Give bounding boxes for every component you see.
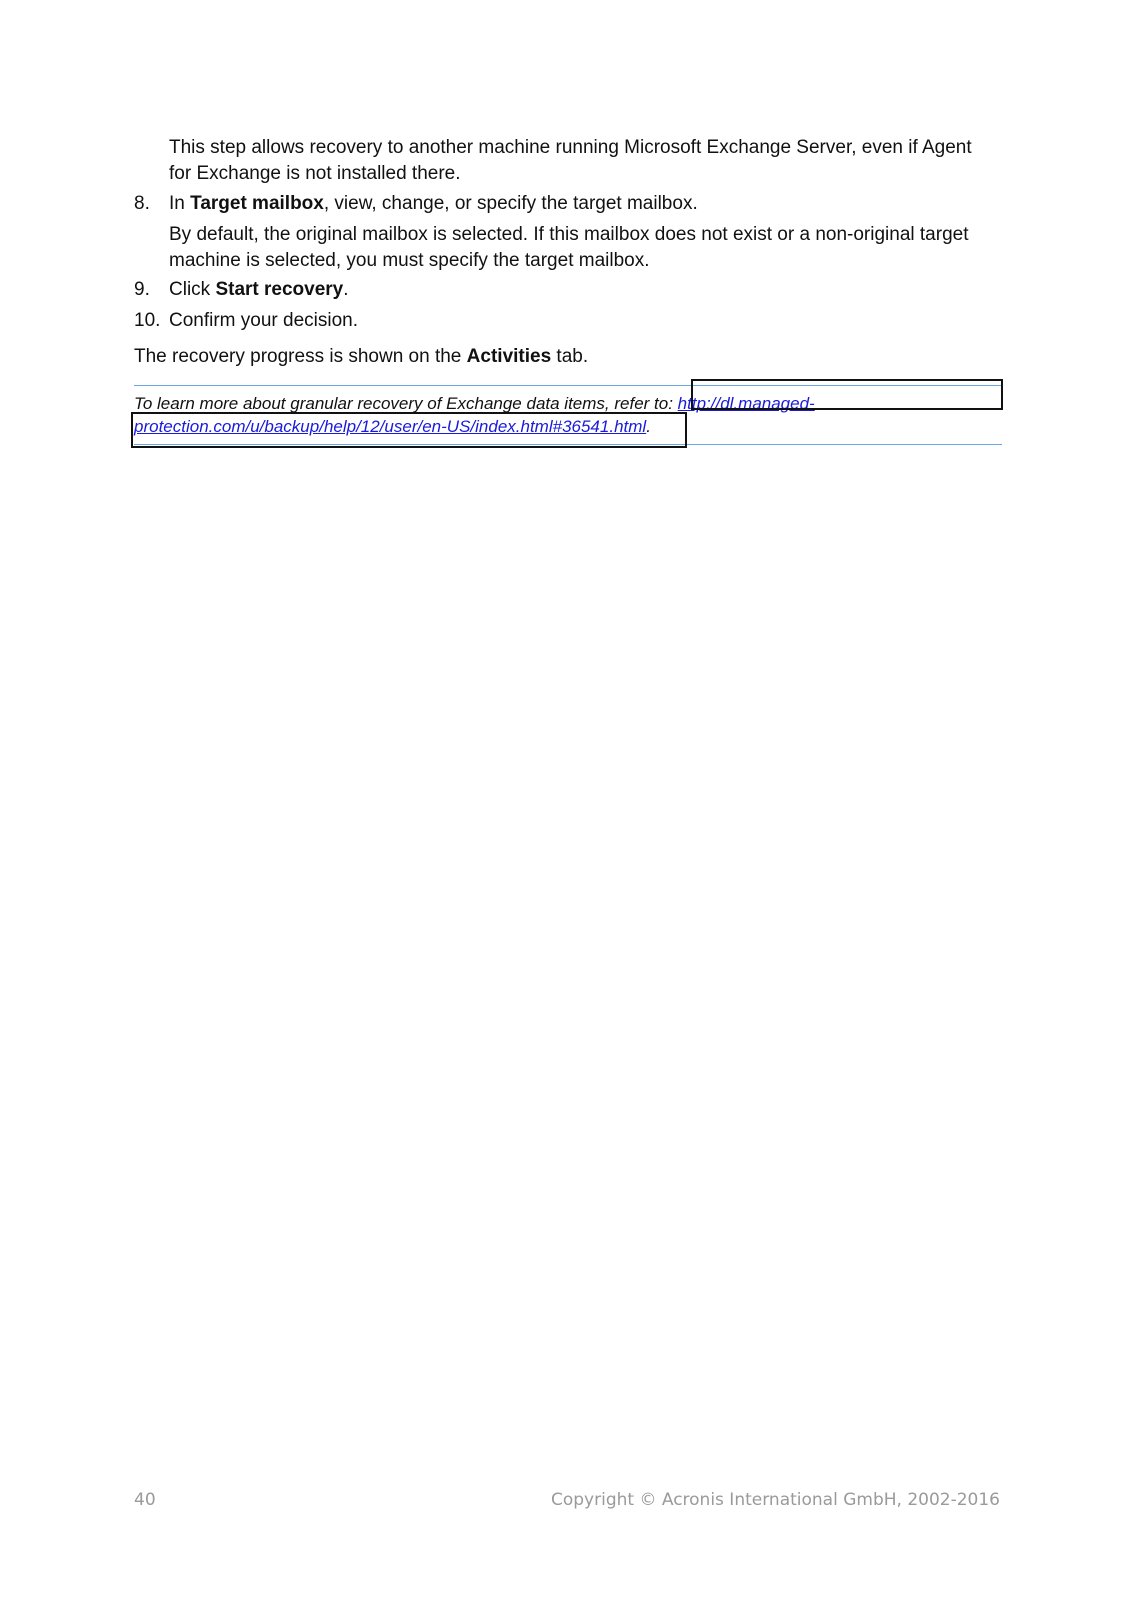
step-8-pre: In — [169, 193, 191, 214]
progress-paragraph — [134, 344, 994, 370]
step-7-continuation: This step allows recovery to another machine running Microsoft Exchange Server, even if Agent for Exchange is not installed there. — [169, 137, 972, 184]
step-9-text — [169, 277, 999, 303]
help-link[interactable]: http://dl.managed-protection.com/u/backup/help/12/user/en-US/index.html#36541.html — [134, 394, 815, 436]
progress-bold: Activities — [466, 346, 552, 367]
note-intro: To learn more about granular recovery of Exchange data items, refer to: — [134, 394, 678, 413]
step-8-detail: By default, the original mailbox is selected. If this mailbox does not exist or a non-original target machine is selected, you must specify the target mailbox. — [169, 224, 969, 271]
step-9-number: 9. — [134, 279, 150, 300]
copyright-notice: Copyright © Acronis International GmbH, 2002-2016 — [550, 1490, 1000, 1510]
step-8-bold: Target mailbox — [190, 193, 324, 214]
progress-pre: The recovery progress is shown on the — [134, 346, 467, 367]
step-9-post: . — [343, 279, 349, 300]
note-post: . — [646, 417, 651, 436]
step-8-text — [169, 191, 999, 217]
step-8-number: 8. — [134, 193, 150, 214]
step-10-number: 10. — [134, 310, 161, 331]
step-9-pre: Click — [169, 279, 216, 300]
step-9-bold: Start recovery — [215, 279, 344, 300]
step-10-text: Confirm your decision. — [169, 310, 359, 331]
step-8-post: , view, change, or specify the target mailbox. — [323, 193, 698, 214]
progress-post: tab. — [551, 346, 589, 367]
page-number: 40 — [134, 1490, 156, 1510]
link-highlight-box — [131, 412, 687, 448]
link-highlight-box — [691, 379, 1003, 410]
